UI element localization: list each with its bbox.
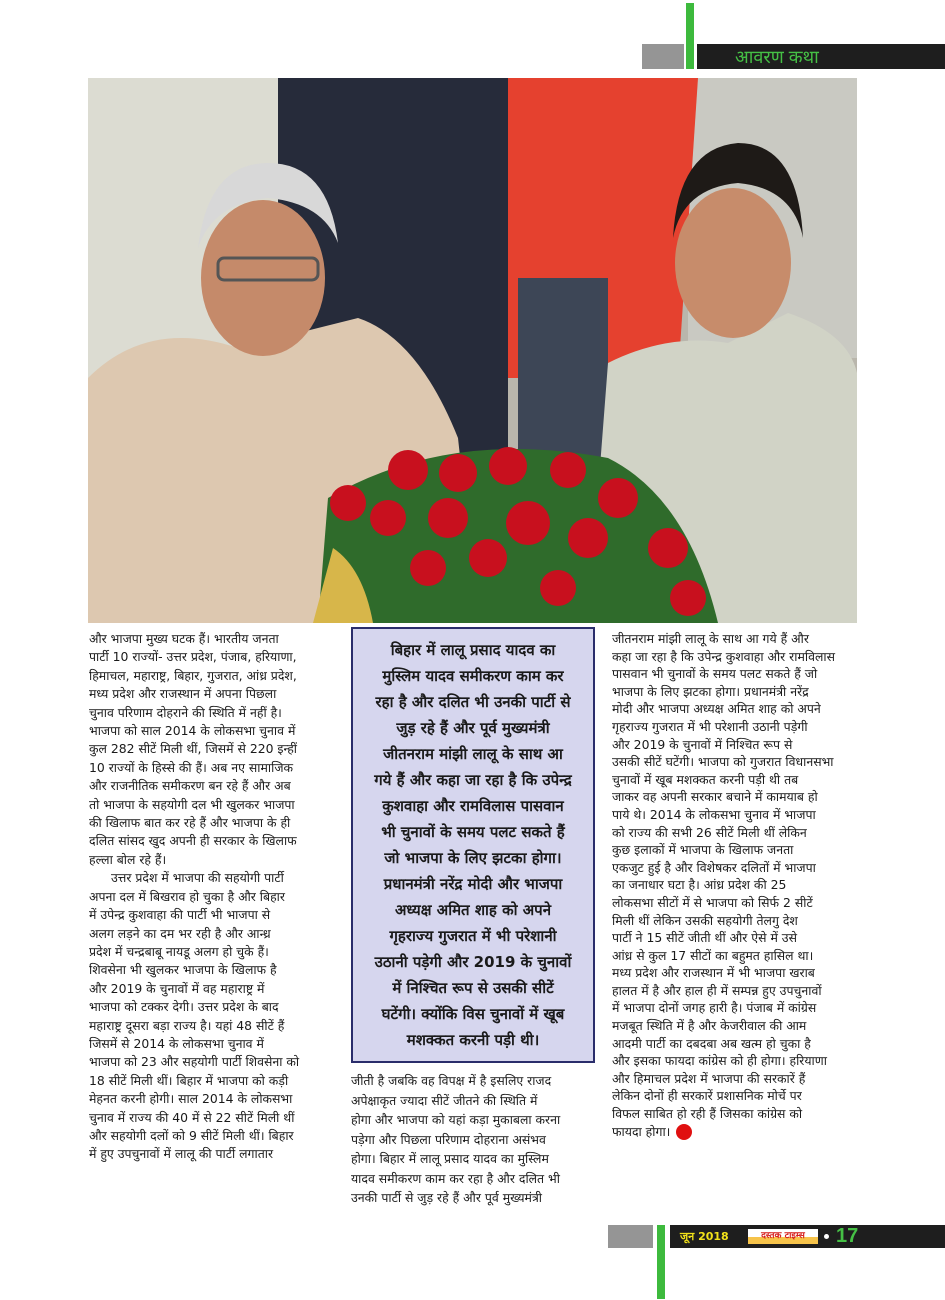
text-line: उसकी सीटें घटेंगी। भाजपा को गुजरात विधानसभा xyxy=(612,754,834,770)
cover-photo xyxy=(88,78,857,623)
text-line: पाये थे। 2014 के लोकसभा चुनाव में भाजपा xyxy=(612,806,816,822)
text-line: में उपेन्द्र कुशवाहा की पार्टी भी भाजपा से xyxy=(89,907,271,923)
text-line: शिवसेना भी खुलकर भाजपा के खिलाफ है xyxy=(89,962,277,978)
text-line: और 2019 के चुनावों में वह महाराष्ट्र में xyxy=(89,980,265,996)
pull-quote-line: प्रधानमंत्री नरेंद्र मोदी और भाजपा xyxy=(383,875,563,893)
text-line: भाजपा को 23 और सहयोगी पार्टी शिवसेना को xyxy=(89,1054,300,1070)
text-line: अपेक्षाकृत ज्यादा सीटें जीतने की स्थिति में xyxy=(351,1092,538,1108)
text-line: मजबूत स्थिति में है और केजरीवाल की आम xyxy=(612,1018,807,1034)
text-line: मध्य प्रदेश और राजस्थान में अपना पिछला xyxy=(89,686,277,702)
text-line: अपना दल में बिखराव हो चुका है और बिहार xyxy=(89,888,285,904)
pull-quote-line: मुस्लिम यादव समीकरण काम कर xyxy=(382,667,564,685)
text-line: पासवान भी चुनावों के समय पलट सकते हैं जो xyxy=(612,666,818,682)
text-line: लेकिन दोनों ही सरकारें प्रशासनिक मोर्चे पर xyxy=(612,1088,802,1104)
text-line: उनकी पार्टी से जुड़ रहे हैं और पूर्व मुख्यमंत्री xyxy=(351,1190,543,1205)
text-line: कुछ इलाकों में भाजपा के खिलाफ जनता xyxy=(612,842,794,858)
text-line: आंध्र से कुल 17 सीटों का बहुमत हासिल था। xyxy=(612,947,814,963)
text-line: कहा जा रहा है कि उपेन्द्र कुशवाहा और रामविलास xyxy=(612,648,835,664)
text-line: मोदी और भाजपा अध्यक्ष अमित शाह को अपने xyxy=(612,701,821,717)
text-line: की खिलाफ बात कर रहे हैं और भाजपा के ही xyxy=(89,815,291,831)
text-line: और हिमाचल प्रदेश में भाजपा की सरकारें हैं xyxy=(612,1070,806,1086)
text-line: और इसका फायदा कांग्रेस को ही होगा। हरियाणा xyxy=(612,1053,827,1069)
text-line: अलग लड़ने का दम भर रही है और आन्ध्र xyxy=(89,925,271,941)
text-line: दलित सांसद खुद अपनी ही सरकार के खिलाफ xyxy=(89,833,297,849)
text-line: हिमाचल, महाराष्ट्र, बिहार, गुजरात, आंध्र प्रदेश, xyxy=(89,667,297,683)
text-line: जीती है जबकि वह विपक्ष में है इसलिए राजद xyxy=(351,1073,552,1088)
bullet-icon xyxy=(824,1234,829,1239)
pull-quote-line: में निश्चित रूप से उसकी सीटें xyxy=(392,979,554,997)
article-column-middle xyxy=(351,1071,595,1208)
pull-quote xyxy=(351,627,595,1063)
pull-quote-line: कुशवाहा और रामविलास पासवान xyxy=(382,797,564,815)
text-line: प्रदेश में चन्द्रबाबू नायडू अलग हो चुके हैं। xyxy=(89,943,269,959)
text-line: चुनावों में खूब मशक्कत करनी पड़ी थी तब xyxy=(612,771,799,787)
text-line: का जनाधार घटा है। आंध्र प्रदेश की 25 xyxy=(612,877,787,893)
page-number: 17 xyxy=(836,1225,859,1247)
pull-quote-line: भी चुनावों के समय पलट सकते हैं xyxy=(381,823,565,841)
text-line: मध्य प्रदेश और राजस्थान में भी भाजपा खराब xyxy=(612,965,815,981)
text-line: भाजपा को टक्कर देगी। उत्तर प्रदेश के बाद xyxy=(89,999,279,1015)
text-line: मेहनत करनी होगी। साल 2014 के लोकसभा xyxy=(89,1091,293,1107)
text-line: उत्तर प्रदेश में भाजपा की सहयोगी पार्टी xyxy=(111,870,284,886)
text-line: आदमी पार्टी का दबदबा अब खत्म हो चुका है xyxy=(612,1035,811,1051)
text-line: यादव समीकरण काम कर रहा है और दलित भी xyxy=(351,1170,560,1186)
text-line: हल्ला बोल रहे हैं। xyxy=(89,851,167,867)
pull-quote-line: उठानी पड़ेगी और 2019 के चुनावों xyxy=(374,953,572,971)
header-green-rule xyxy=(686,3,694,69)
text-line: जिसमें से 2014 के लोकसभा चुनाव में xyxy=(89,1035,264,1051)
photo-icon xyxy=(88,78,857,623)
footer-green-rule xyxy=(657,1225,665,1299)
text-line: चुनाव परिणाम दोहराने की स्थिति में नहीं है। xyxy=(89,704,282,720)
pull-quote-line: जीतनराम मांझी लालू के साथ आ xyxy=(383,745,563,763)
text-line: पार्टी ने 15 सीटें जीती थीं और ऐसे में उसे xyxy=(612,930,797,946)
pull-quote-line: घटेंगी। क्योंकि विस चुनावों में खूब xyxy=(381,1005,565,1023)
text-line: गृहराज्य गुजरात में भी परेशानी उठानी पड़ेगी xyxy=(612,718,808,734)
text-line: जाकर वह अपनी सरकार बचाने में कामयाब हो xyxy=(612,789,818,805)
text-line: चुनाव में राज्य की 40 में से 22 सीटें मिली थीं xyxy=(89,1109,295,1125)
text-line: फायदा होगा। xyxy=(612,1123,671,1139)
text-line: और भाजपा मुख्य घटक हैं। भारतीय जनता xyxy=(89,631,279,646)
text-line: विफल साबित हो रही हैं जिसका कांग्रेस को xyxy=(612,1106,803,1122)
magazine-logo: दस्तक टाइम्स xyxy=(748,1229,818,1244)
text-line: होगा और भाजपा को यहां कड़ा मुकाबला करना xyxy=(351,1112,561,1127)
pull-quote-line: बिहार में लालू प्रसाद यादव का xyxy=(390,641,556,659)
pull-quote-line: अध्यक्ष अमित शाह को अपने xyxy=(394,901,552,919)
text-line: भाजपा को साल 2014 के लोकसभा चुनाव में xyxy=(89,723,296,739)
pull-quote-line: मशक्कत करनी पड़ी थी। xyxy=(406,1031,540,1049)
article-column-right xyxy=(612,630,858,1140)
text-line: और 2019 के चुनावों में निश्चित रूप से xyxy=(612,736,793,752)
text-line: एकजुट हुई है और विशेषकर दलितों में भाजपा xyxy=(612,859,816,875)
text-line: पड़ेगा और पिछला परिणाम दोहराना असंभव xyxy=(351,1131,546,1147)
footer-gray-block xyxy=(608,1225,653,1248)
text-line: मिली थीं लेकिन उसकी सहयोगी तेलगु देश xyxy=(612,912,798,928)
text-line: महाराष्ट्र दूसरा बड़ा राज्य है। यहां 48 सीटें हैं xyxy=(89,1017,285,1033)
text-line: में हुए उपचुनावों में लालू की पार्टी लगातार xyxy=(89,1146,274,1162)
issue-date: जून 2018 xyxy=(680,1230,729,1243)
text-line: भाजपा के लिए झटका होगा। प्रधानमंत्री नरेंद्र xyxy=(612,683,809,699)
text-line: और राजनीतिक समीकरण बन रहे हैं और अब xyxy=(89,778,291,794)
end-mark-icon xyxy=(676,1124,692,1140)
text-line: पार्टी 10 राज्यों- उत्तर प्रदेश, पंजाब, हरियाणा, xyxy=(89,649,297,665)
text-line: तो भाजपा के सहयोगी दल भी खुलकर भाजपा xyxy=(89,796,295,812)
pull-quote-line: गये हैं और कहा जा रहा है कि उपेन्द्र xyxy=(374,771,572,789)
pull-quote-line: जो भाजपा के लिए झटका होगा। xyxy=(384,849,562,867)
text-line: हालत में है और हाल ही में सम्पन्न हुए उपचुनावों xyxy=(612,982,822,998)
text-line: को राज्य की सभी 26 सीटें मिली थीं लेकिन xyxy=(612,824,807,840)
text-line: में भाजपा दोनों जगह हारी है। पंजाब में कांग्रेस xyxy=(612,1000,817,1016)
pull-quote-line: रहा है और दलित भी उनकी पार्टी से xyxy=(375,693,571,711)
text-line: और सहयोगी दलों को 9 सीटें मिली थीं। बिहार xyxy=(89,1127,294,1143)
text-line: लोकसभा सीटों में से भाजपा को सिर्फ 2 सीटें xyxy=(612,894,813,910)
header-gray-block xyxy=(642,44,684,69)
pull-quote-line: गृहराज्य गुजरात में भी परेशानी xyxy=(389,927,557,945)
middle-column-stack xyxy=(351,627,597,1208)
text-line: जीतनराम मांझी लालू के साथ आ गये हैं और xyxy=(612,631,809,646)
section-label: आवरण कथा xyxy=(735,47,819,67)
text-line: 18 सीटें मिली थीं। बिहार में भाजपा को कड़ी xyxy=(89,1072,289,1088)
article-column-left xyxy=(89,630,344,1164)
text-line: होगा। बिहार में लालू प्रसाद यादव का मुस्लिम xyxy=(351,1151,549,1166)
text-line: 10 राज्यों के हिस्से की हैं। अब नए सामाजिक xyxy=(89,759,294,775)
pull-quote-line: जुड़ रहे हैं और पूर्व मुख्यमंत्री xyxy=(396,719,550,737)
text-line: कुल 282 सीटें मिली थीं, जिसमें से 220 इन्हीं xyxy=(89,741,297,757)
